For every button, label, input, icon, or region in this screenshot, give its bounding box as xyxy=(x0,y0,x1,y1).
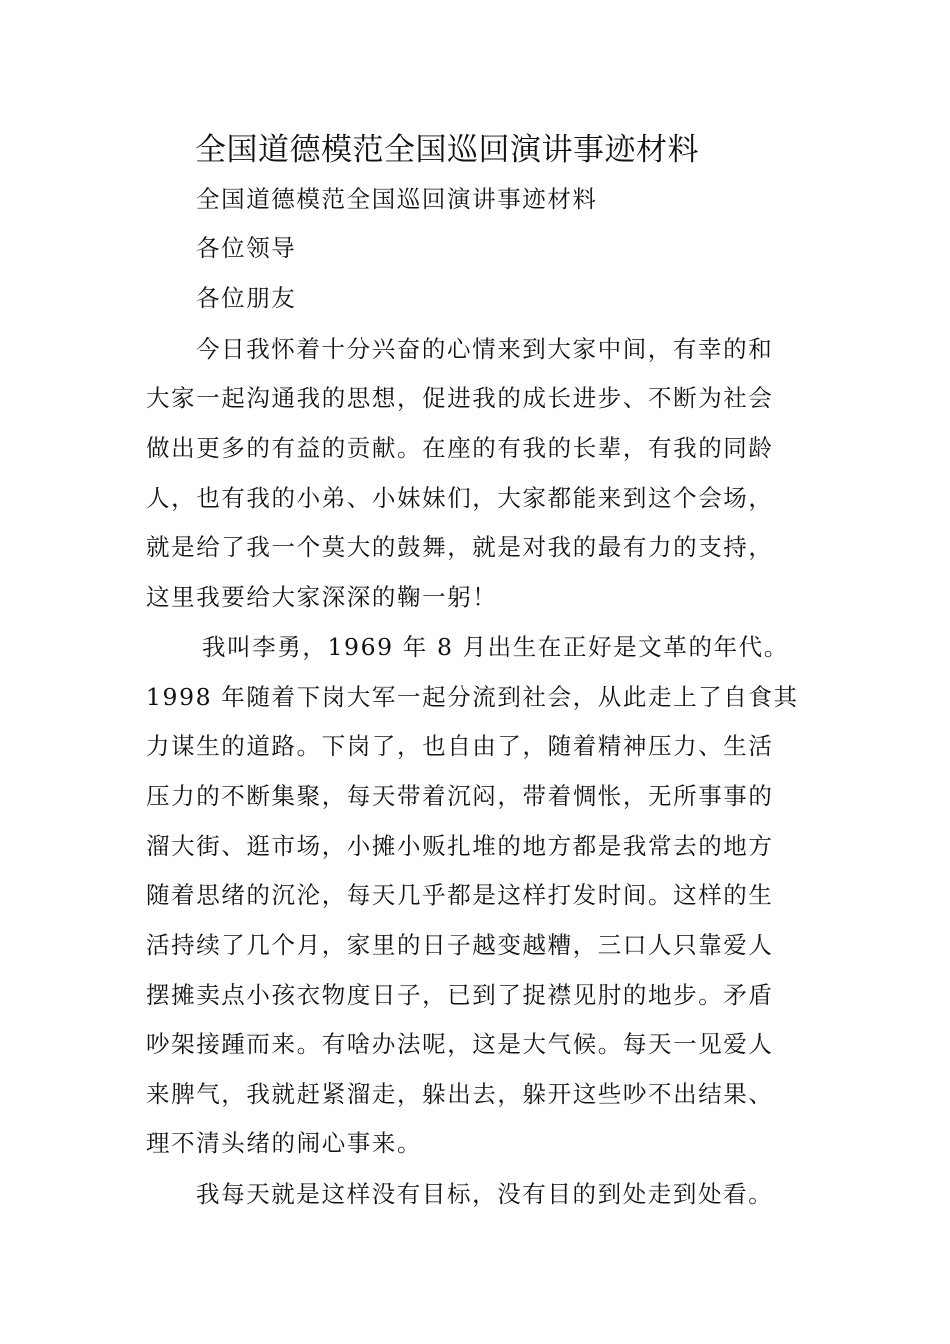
paragraph-line: 就是给了我一个莫大的鼓舞，就是对我的最有力的支持， xyxy=(146,533,774,561)
paragraph-line: 我每天就是这样没有目标，没有目的到处走到处看。 xyxy=(196,1180,774,1208)
paragraph-line: 活持续了几个月，家里的日子越变越糟，三口人只靠爱人 xyxy=(146,931,774,959)
paragraph-line: 做出更多的有益的贡献。在座的有我的长辈，有我的同龄 xyxy=(146,434,774,462)
paragraph-line: 今日我怀着十分兴奋的心情来到大家中间，有幸的和 xyxy=(196,335,774,363)
paragraph-line: 力谋生的道路。下岗了，也自由了，随着精神压力、生活 xyxy=(146,732,774,760)
paragraph-line: 压力的不断集聚，每天带着沉闷，带着惆怅，无所事事的 xyxy=(146,782,774,810)
salutation-friends: 各位朋友 xyxy=(196,284,297,312)
paragraph-line: 1998 年随着下岗大军一起分流到社会，从此走上了自食其 xyxy=(146,683,799,711)
paragraph-line: 这里我要给大家深深的鞠一躬！ xyxy=(146,583,498,611)
paragraph-line: 人，也有我的小弟、小妹妹们，大家都能来到这个会场， xyxy=(146,484,774,512)
paragraph-line: 我叫李勇，1969 年 8 月出生在正好是文革的年代。 xyxy=(202,633,789,661)
paragraph-line: 来脾气，我就赶紧溜走，躲出去，躲开这些吵不出结果、 xyxy=(146,1080,774,1108)
paragraph-line: 大家一起沟通我的思想，促进我的成长进步、不断为社会 xyxy=(146,384,774,412)
paragraph-line: 随着思绪的沉沦，每天几乎都是这样打发时间。这样的生 xyxy=(146,881,774,909)
paragraph-line: 摆摊卖点小孩衣物度日子，已到了捉襟见肘的地步。矛盾 xyxy=(146,981,774,1009)
paragraph-line: 溜大街、逛市场，小摊小贩扎堆的地方都是我常去的地方 xyxy=(146,832,774,860)
document-title: 全国道德模范全国巡回演讲事迹材料 xyxy=(195,132,699,168)
paragraph-line: 吵架接踵而来。有啥办法呢，这是大气候。每天一见爱人 xyxy=(146,1030,774,1058)
salutation-leaders: 各位领导 xyxy=(196,234,297,262)
paragraph-line: 理不清头绪的闹心事来。 xyxy=(146,1129,423,1157)
subtitle-line: 全国道德模范全国巡回演讲事迹材料 xyxy=(196,185,598,213)
